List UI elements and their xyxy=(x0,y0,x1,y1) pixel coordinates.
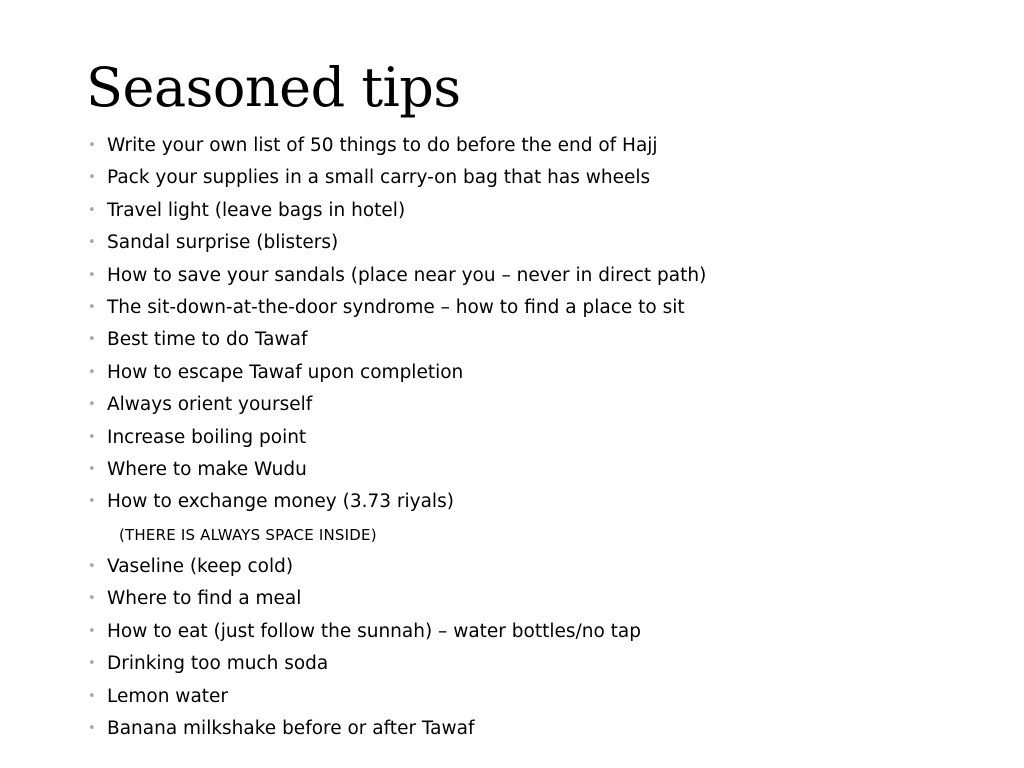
bullet-item xyxy=(88,454,706,486)
bullet-dot-icon: • xyxy=(88,623,96,639)
bullet-dot-icon: • xyxy=(88,591,96,607)
bullet-text: Banana milkshake before or after Tawaf xyxy=(107,718,475,740)
bullet-text: Travel light (leave bags in hotel) xyxy=(107,199,406,221)
bullet-text: Always orient yourself xyxy=(107,394,313,416)
sub-note xyxy=(88,519,706,551)
bullet-dot-icon: • xyxy=(88,235,96,251)
bullet-text: How to eat (just follow the sunnah) – water bottles/no tap xyxy=(107,620,641,642)
bullet-item xyxy=(88,227,706,259)
bullet-item xyxy=(88,713,706,745)
bullet-text: How to exchange money (3.73 riyals) xyxy=(107,491,454,513)
bullet-item xyxy=(88,130,706,162)
bullet-text: Best time to do Tawaf xyxy=(107,329,308,351)
bullet-text: Where to find a meal xyxy=(107,588,302,610)
bullet-item xyxy=(88,260,706,292)
bullet-item xyxy=(88,486,706,518)
bullet-dot-icon: • xyxy=(88,688,96,704)
bullet-text: Pack your supplies in a small carry-on bag that has wheels xyxy=(107,167,651,189)
bullet-item xyxy=(88,324,706,356)
bullet-item xyxy=(88,583,706,615)
bullet-text: How to escape Tawaf upon completion xyxy=(107,361,464,383)
bullet-text: Where to make Wudu xyxy=(107,458,307,480)
bullet-dot-icon: • xyxy=(88,559,96,575)
bullet-text: How to save your sandals (place near you – never in direct path) xyxy=(107,264,707,286)
bullet-text: Drinking too much soda xyxy=(107,653,329,675)
bullet-dot-icon: • xyxy=(88,299,96,315)
bullet-dot-icon: • xyxy=(88,461,96,477)
bullet-dot-icon: • xyxy=(88,721,96,737)
bullet-item xyxy=(88,162,706,194)
bullet-item xyxy=(88,357,706,389)
bullet-item xyxy=(88,648,706,680)
bullet-list xyxy=(88,130,706,745)
bullet-dot-icon: • xyxy=(88,397,96,413)
bullet-text: Lemon water xyxy=(107,685,229,707)
bullet-item xyxy=(88,616,706,648)
bullet-dot-icon: • xyxy=(88,170,96,186)
bullet-text: The sit-down-at-the-door syndrome – how to find a place to sit xyxy=(107,296,685,318)
bullet-text: Vaseline (keep cold) xyxy=(107,556,294,578)
bullet-text: Write your own list of 50 things to do before the end of Hajj xyxy=(107,135,658,156)
bullet-item xyxy=(88,422,706,454)
bullet-dot-icon: • xyxy=(88,364,96,380)
bullet-item xyxy=(88,551,706,583)
bullet-item xyxy=(88,681,706,713)
bullet-item xyxy=(88,389,706,421)
bullet-dot-icon: • xyxy=(88,332,96,348)
bullet-item xyxy=(88,195,706,227)
bullet-text: Sandal surprise (blisters) xyxy=(107,232,339,254)
bullet-dot-icon: • xyxy=(88,267,96,283)
bullet-dot-icon: • xyxy=(88,138,96,153)
bullet-dot-icon: • xyxy=(88,429,96,445)
sub-note-text: (THERE IS ALWAYS SPACE INSIDE) xyxy=(119,525,377,544)
slide-title: Seasoned tips xyxy=(86,56,461,119)
bullet-dot-icon: • xyxy=(88,656,96,672)
bullet-dot-icon: • xyxy=(88,202,96,218)
bullet-text: Increase boiling point xyxy=(107,426,307,448)
bullet-item xyxy=(88,292,706,324)
bullet-dot-icon: • xyxy=(88,494,96,510)
